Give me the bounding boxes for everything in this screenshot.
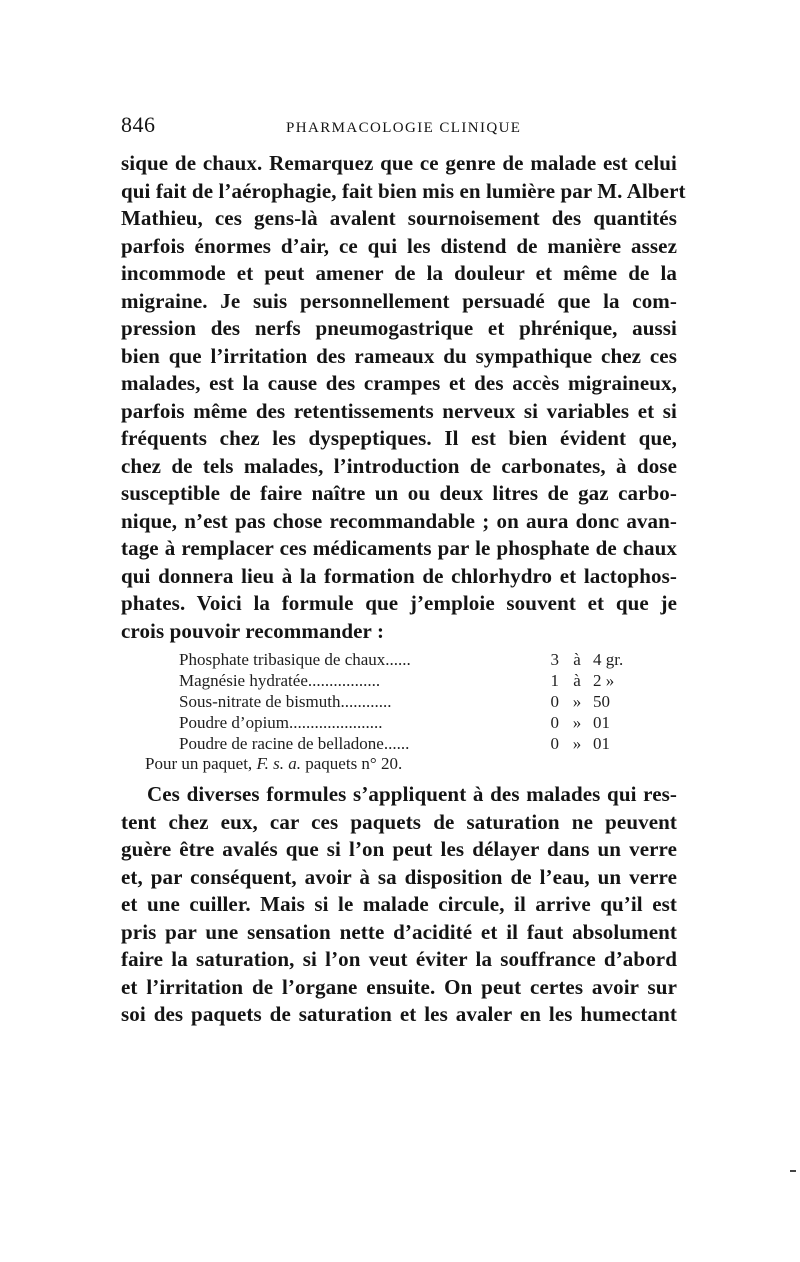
text-line: chez de tels malades, l’introduction de carbonates, à dose (121, 453, 677, 478)
text-line: et, par conséquent, avoir à sa disposition de l’eau, un verre (121, 864, 677, 889)
ingredient-name: Magnésie hydratée................. (179, 671, 381, 690)
text-line: fréquents chez les dyspeptiques. Il est bien évident que, (121, 426, 677, 450)
ingredient-name: Poudre d’opium...................... (179, 713, 383, 732)
formula-row (179, 692, 679, 714)
ingredient-quantity: 3 (550, 650, 559, 669)
text-line: pris par une sensation nette d’acidité et il faut absolument (121, 919, 677, 944)
text-line: migraine. Je suis personnellement persuadé que la com- (121, 288, 677, 313)
text-line: phates. Voici la formule que j’emploie souvent et que je (121, 591, 677, 615)
text-line: crois pouvoir recommander : (121, 618, 385, 643)
text-line: malades, est la cause des crampes et des accès migraineux, (121, 371, 677, 395)
ingredient-name: Sous-nitrate de bismuth............ (179, 692, 392, 711)
text-line: guère être avalés que si l’on peut les délayer dans un verre (121, 837, 677, 861)
ingredient-quantity-sep: à (573, 650, 581, 669)
text-line: tent chez eux, car ces paquets de saturation ne peuvent (121, 809, 677, 834)
formula-row (179, 713, 679, 735)
ingredient-quantity-sep: » (572, 734, 582, 753)
ingredient-quantity-unit: 2 » (593, 671, 615, 690)
ingredient-quantity: 0 (550, 713, 559, 732)
text-line: pression des nerfs pneumogastrique et phrénique, aussi (121, 316, 677, 340)
ingredient-quantity-unit: 4 gr. (593, 650, 624, 669)
text-line: incommode et peut amener de la douleur et même de la (121, 261, 677, 285)
ingredient-quantity-unit: 01 (593, 713, 610, 732)
formula-row (179, 650, 679, 672)
text-line: bien que l’irritation des rameaux du sympathique chez ces (121, 343, 677, 368)
text-line: sique de chaux. Remarquez que ce genre de malade est celui (121, 151, 677, 175)
formula-row (179, 671, 679, 693)
text-line: nique, n’est pas chose recommandable ; on aura donc avan- (121, 508, 677, 533)
ingredient-name: Poudre de racine de belladone...... (179, 734, 410, 753)
ingredient-quantity-unit: 01 (593, 734, 610, 753)
text-line: qui donnera lieu à la formation de chlorhydro et lactophos- (121, 563, 677, 588)
text-line: qui fait de l’aérophagie, fait bien mis en lumière par M. Albert (121, 178, 686, 203)
text-line: tage à remplacer ces médicaments par le phosphate de chaux (121, 536, 677, 560)
page-number: 846 (121, 112, 156, 137)
text-line: parfois même des retentissements nerveux si variables et si (121, 398, 677, 423)
paragraph-2 (121, 781, 677, 1029)
text-line: faire la saturation, si l’on veut éviter la souffrance d’abord (121, 947, 677, 971)
print-mark (790, 1170, 796, 1172)
paragraph-1 (121, 150, 686, 645)
text-line: Ces diverses formules s’appliquent à des malades qui res- (147, 782, 677, 806)
ingredient-quantity: 0 (550, 734, 559, 753)
running-title: PHARMACOLOGIE CLINIQUE (286, 120, 522, 136)
page-header (121, 112, 681, 144)
note-suffix: paquets n° 20. (301, 754, 403, 773)
text-line: et l’irritation de l’organe ensuite. On peut certes avoir sur (121, 974, 677, 999)
text-line: parfois énormes d’air, ce qui les distend de manière assez (121, 233, 677, 258)
prescription-formula (121, 650, 681, 780)
formula-row (179, 734, 679, 756)
note-prefix: Pour un paquet, (145, 754, 257, 773)
text-line: susceptible de faire naître un ou deux litres de gaz carbo- (121, 481, 677, 505)
text-line: et une cuiller. Mais si le malade circule, il arrive qu’il est (121, 892, 677, 916)
ingredient-quantity-sep: à (573, 671, 581, 690)
ingredient-quantity-sep: » (572, 692, 582, 711)
formula-note (145, 754, 402, 774)
ingredient-quantity-sep: » (572, 713, 582, 732)
ingredient-quantity: 0 (550, 692, 559, 711)
note-abbreviation: F. s. a. (256, 754, 301, 773)
text-line: soi des paquets de saturation et les avaler en les humectant (121, 1002, 677, 1026)
ingredient-name: Phosphate tribasique de chaux...... (179, 650, 411, 669)
ingredient-quantity-unit: 50 (593, 692, 610, 711)
ingredient-quantity: 1 (550, 671, 559, 690)
text-line: Mathieu, ces gens-là avalent sournoisement des quantités (121, 206, 677, 230)
